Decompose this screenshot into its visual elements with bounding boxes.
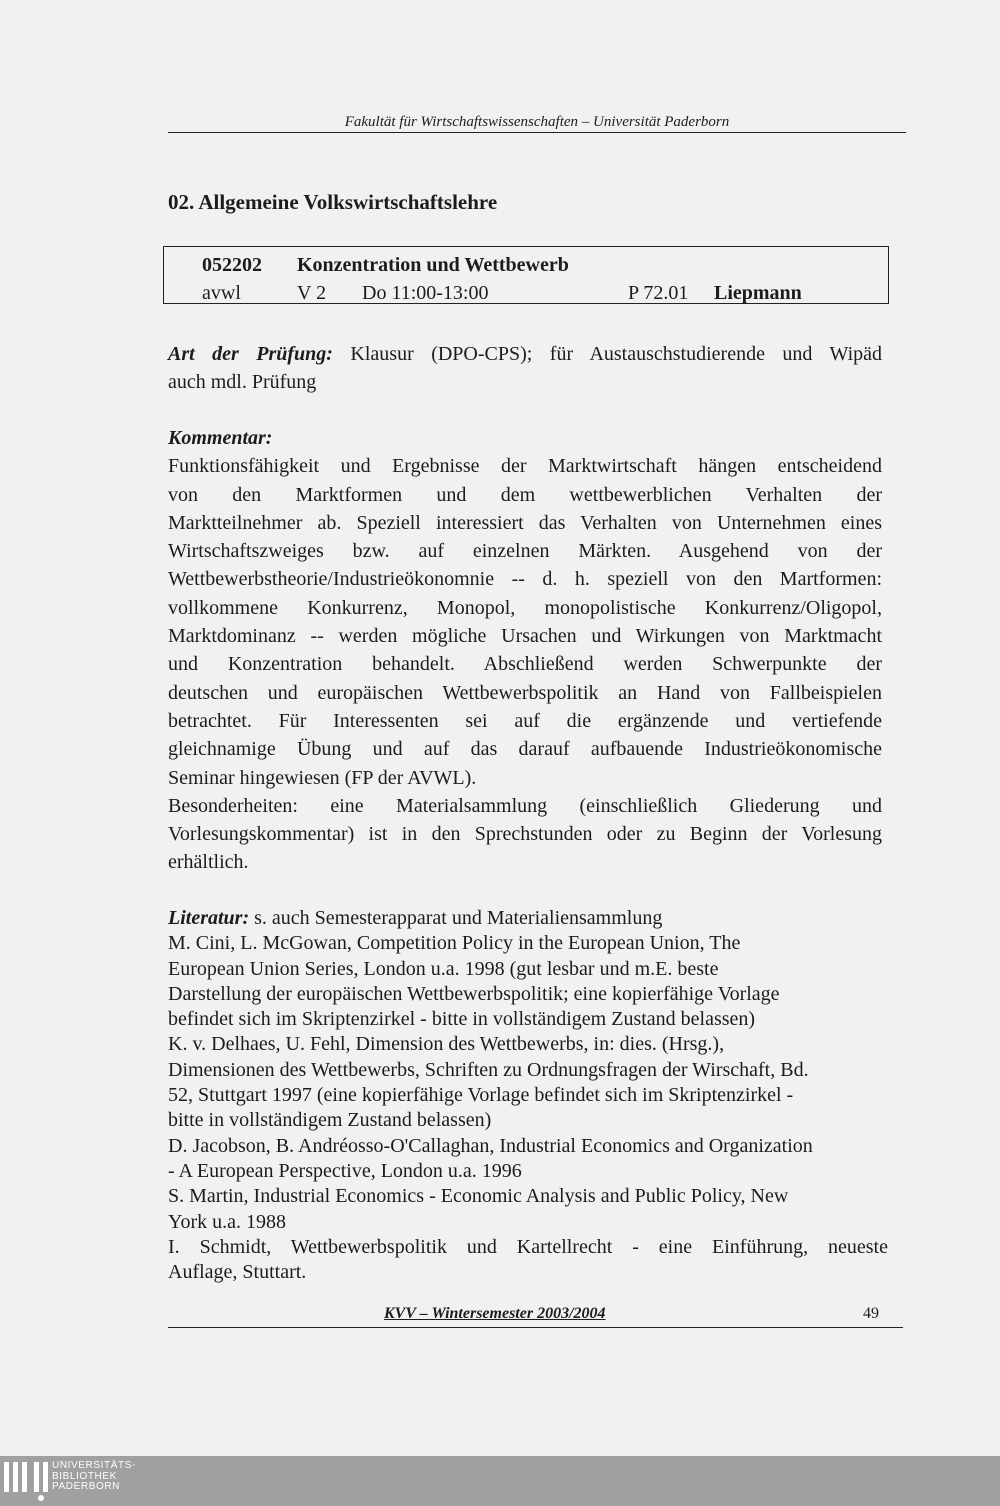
library-name xyxy=(52,1461,136,1493)
literature-line: S. Martin, Industrial Economics - Economic Analysis and Public Policy, New xyxy=(168,1185,789,1208)
course-number: 052202 xyxy=(202,254,262,276)
comment-line: vollkommene Konkurrenz, Monopol, monopolistische Konkurrenz/Oligopol, xyxy=(168,596,882,619)
exam-label: Art der Prüfung: xyxy=(168,343,333,365)
special-line: Besonderheiten: eine Materialsammlung (einschließlich Gliederung und xyxy=(168,794,882,817)
course-type: avwl xyxy=(202,282,241,304)
exam-text-cont: auch mdl. Prüfung xyxy=(168,371,317,394)
section-title: 02. Allgemeine Volkswirtschaftslehre xyxy=(168,190,498,214)
course-lecturer: Liepmann xyxy=(714,282,802,304)
literature-block xyxy=(168,906,888,1285)
exam-block xyxy=(168,340,882,397)
library-name-line: UNIVERSITÄTS- xyxy=(52,1460,136,1471)
comment-block xyxy=(168,424,882,877)
literature-line: M. Cini, L. McGowan, Competition Policy in the European Union, The xyxy=(168,932,741,955)
course-box xyxy=(163,246,889,304)
comment-line: und Konzentration behandelt. Abschließend werden Schwerpunkte der xyxy=(168,653,882,676)
course-hours: V 2 xyxy=(297,282,327,304)
literature-line: Auflage, Stuttart. xyxy=(168,1261,307,1284)
course-time: Do 11:00-13:00 xyxy=(362,282,489,304)
comment-line: Wirtschaftszweiges bzw. auf einzelnen Märkten. Ausgehend von der xyxy=(168,540,882,563)
course-room: P 72.01 xyxy=(628,282,689,304)
literature-intro: s. auch Semesterapparat und Materialiensammlung xyxy=(254,907,663,929)
comment-line: gleichnamige Übung und auf das darauf aufbauende Industrieökonomische xyxy=(168,738,882,761)
running-header: Fakultät für Wirtschaftswissenschaften – Universität Paderborn xyxy=(168,114,906,133)
literature-line: D. Jacobson, B. Andréosso-O'Callaghan, Industrial Economics and Organization xyxy=(168,1134,813,1157)
library-name-line: BIBLIOTHEK xyxy=(52,1470,117,1482)
comment-line: Seminar hingewiesen (FP der AVWL). xyxy=(168,766,477,789)
literature-line: befindet sich im Skriptenzirkel - bitte in vollständigem Zustand belassen) xyxy=(168,1008,756,1031)
literature-line: York u.a. 1988 xyxy=(168,1210,286,1233)
comment-line: Marktteilnehmer ab. Speziell interessiert das Verhalten von Unternehmen eines xyxy=(168,511,882,534)
exam-text: Klausur (DPO-CPS); für Austauschstudierende und Wipäd xyxy=(350,343,883,365)
special-line: erhältlich. xyxy=(168,851,249,874)
library-name-line: PADERBORN xyxy=(52,1481,121,1492)
literature-line: bitte in vollständigem Zustand belassen) xyxy=(168,1109,492,1132)
page-footer xyxy=(168,1305,903,1328)
course-title: Konzentration und Wettbewerb xyxy=(297,254,569,276)
literature-line: Dimensionen des Wettbewerbs, Schriften zu Ordnungsfragen der Wirschaft, Bd. xyxy=(168,1058,809,1081)
comment-line: Marktdominanz -- werden mögliche Ursachen und Wirkungen von Marktmacht xyxy=(168,625,882,648)
library-logo-dot-icon xyxy=(38,1495,44,1501)
comment-line: Wettbewerbstheorie/Industrieökonomnie -- d. h. speziell von den Martformen: xyxy=(168,568,882,591)
special-line: Vorlesungskommentar) ist in den Sprechstunden oder zu Beginn der Vorlesung xyxy=(168,823,882,846)
literature-line: Darstellung der europäischen Wettbewerbspolitik; eine kopierfähige Vorlage xyxy=(168,982,780,1005)
comment-line: betrachtet. Für Interessenten sei auf die ergänzende und vertiefende xyxy=(168,709,882,732)
literature-line: - A European Perspective, London u.a. 1996 xyxy=(168,1159,522,1182)
page-number: 49 xyxy=(863,1305,879,1322)
literature-line: I. Schmidt, Wettbewerbspolitik und Kartellrecht - eine Einführung, neueste xyxy=(168,1235,888,1258)
comment-line: Funktionsfähigkeit und Ergebnisse der Marktwirtschaft hängen entscheidend xyxy=(168,455,882,478)
comment-label: Kommentar: xyxy=(168,427,273,449)
comment-line: von den Marktformen und dem wettbewerblichen Verhalten der xyxy=(168,483,882,506)
literature-line: European Union Series, London u.a. 1998 (gut lesbar und m.E. beste xyxy=(168,957,719,980)
library-bar xyxy=(0,1456,1000,1506)
literature-label: Literatur: xyxy=(168,907,250,929)
footer-title: KVV – Wintersemester 2003/2004 xyxy=(384,1305,606,1322)
literature-line: K. v. Delhaes, U. Fehl, Dimension des Wettbewerbs, in: dies. (Hrsg.), xyxy=(168,1033,725,1056)
comment-line: deutschen und europäischen Wettbewerbspolitik an Hand von Fallbeispielen xyxy=(168,681,882,704)
literature-line: 52, Stuttgart 1997 (eine kopierfähige Vorlage befindet sich im Skriptenzirkel - xyxy=(168,1084,794,1107)
